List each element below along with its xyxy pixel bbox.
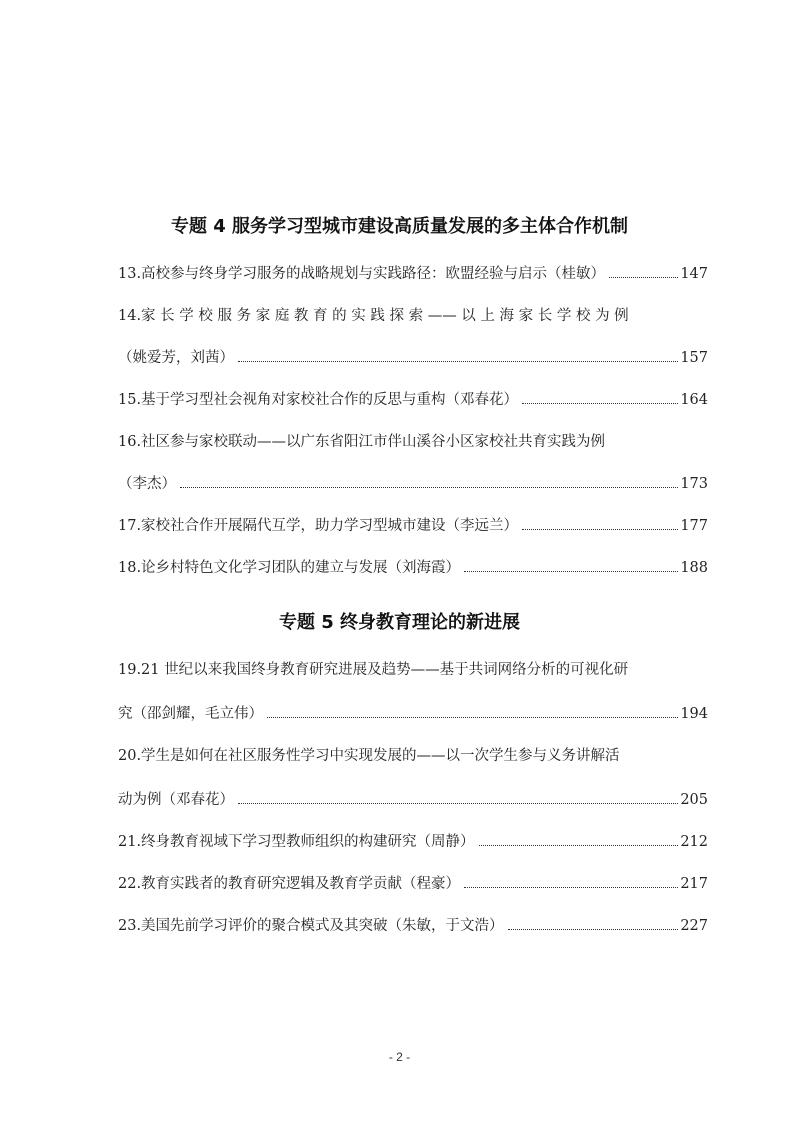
dot-leader — [522, 529, 678, 530]
toc-entry-title-cont: 究（邵剑耀，毛立伟） — [118, 706, 263, 722]
dot-leader — [508, 929, 679, 930]
dot-leader — [479, 845, 679, 846]
toc-entry[interactable] — [118, 348, 708, 368]
toc-entry-title: 16.社区参与家校联动——以广东省阳江市伴山溪谷小区家校社共育实践为例 — [118, 434, 606, 450]
toc-entry-title-cont: （李杰） — [118, 476, 176, 492]
toc-entry-title: 15.基于学习型社会视角对家校社合作的反思与重构（邓春花） — [118, 392, 519, 408]
page-footer-number: - 2 - — [388, 1050, 411, 1064]
section-heading: 专题 4 服务学习型城市建设高质量发展的多主体合作机制 — [170, 216, 629, 237]
dot-leader — [464, 571, 678, 572]
toc-page-number: 173 — [680, 476, 708, 492]
toc-entry[interactable] — [118, 264, 708, 284]
dot-leader — [180, 487, 678, 488]
toc-entry[interactable] — [118, 516, 708, 536]
toc-entry[interactable] — [118, 832, 708, 852]
toc-entry[interactable] — [118, 558, 708, 578]
dot-leader — [522, 403, 678, 404]
toc-page-number: 157 — [680, 350, 708, 366]
toc-entry-title: 13.高校参与终身学习服务的战略规划与实践路径：欧盟经验与启示（桂敏） — [118, 266, 606, 282]
toc-entry-first-line[interactable] — [118, 746, 708, 766]
toc-entry-title: 14.家 长 学 校 服 务 家 庭 教 育 的 实 践 探 索 —— 以 上 海 家 长 学 校 为 例 — [118, 308, 629, 324]
toc-page-number: 147 — [680, 266, 708, 282]
toc-entry-title: 23.美国先前学习评价的聚合模式及其突破（朱敏，于文浩） — [118, 918, 504, 934]
toc-entry-first-line[interactable] — [118, 432, 708, 452]
toc-entry-title-cont: （姚爱芳，刘茜） — [118, 350, 234, 366]
toc-page-number: 205 — [680, 792, 708, 808]
toc-page-number: 194 — [680, 706, 708, 722]
toc-entry-title: 21.终身教育视域下学习型教师组织的构建研究（周静） — [118, 834, 475, 850]
toc-page-number: 188 — [680, 560, 708, 576]
toc-page-number: 227 — [680, 918, 708, 934]
dot-leader — [267, 717, 678, 718]
section-heading: 专题 5 终身教育理论的新进展 — [278, 612, 521, 633]
toc-entry-title: 22.教育实践者的教育研究逻辑及教育学贡献（程豪） — [118, 876, 461, 892]
dot-leader — [238, 803, 678, 804]
dot-leader — [464, 887, 678, 888]
toc-entry[interactable] — [118, 390, 708, 410]
toc-entry-first-line[interactable] — [118, 306, 708, 326]
dot-leader — [238, 361, 678, 362]
toc-entry-first-line[interactable] — [118, 660, 708, 680]
toc-entry-title: 20.学生是如何在社区服务性学习中实现发展的——以一次学生参与义务讲解活 — [118, 748, 620, 764]
toc-entry[interactable] — [118, 874, 708, 894]
toc-entry-title: 18.论乡村特色文化学习团队的建立与发展（刘海霞） — [118, 560, 461, 576]
toc-entry-title: 19.21 世纪以来我国终身教育研究进展及趋势——基于共词网络分析的可视化研 — [118, 662, 629, 678]
toc-entry-title: 17.家校社合作开展隔代互学，助力学习型城市建设（李远兰） — [118, 518, 519, 534]
toc-entry-title-cont: 动为例（邓春花） — [118, 792, 234, 808]
toc-page-number: 177 — [680, 518, 708, 534]
toc-page-number: 212 — [680, 834, 708, 850]
dot-leader — [609, 277, 678, 278]
toc-entry[interactable] — [118, 474, 708, 494]
toc-entry[interactable] — [118, 790, 708, 810]
toc-entry[interactable] — [118, 704, 708, 724]
toc-page-number: 164 — [680, 392, 708, 408]
toc-entry[interactable] — [118, 916, 708, 936]
toc-page-number: 217 — [680, 876, 708, 892]
